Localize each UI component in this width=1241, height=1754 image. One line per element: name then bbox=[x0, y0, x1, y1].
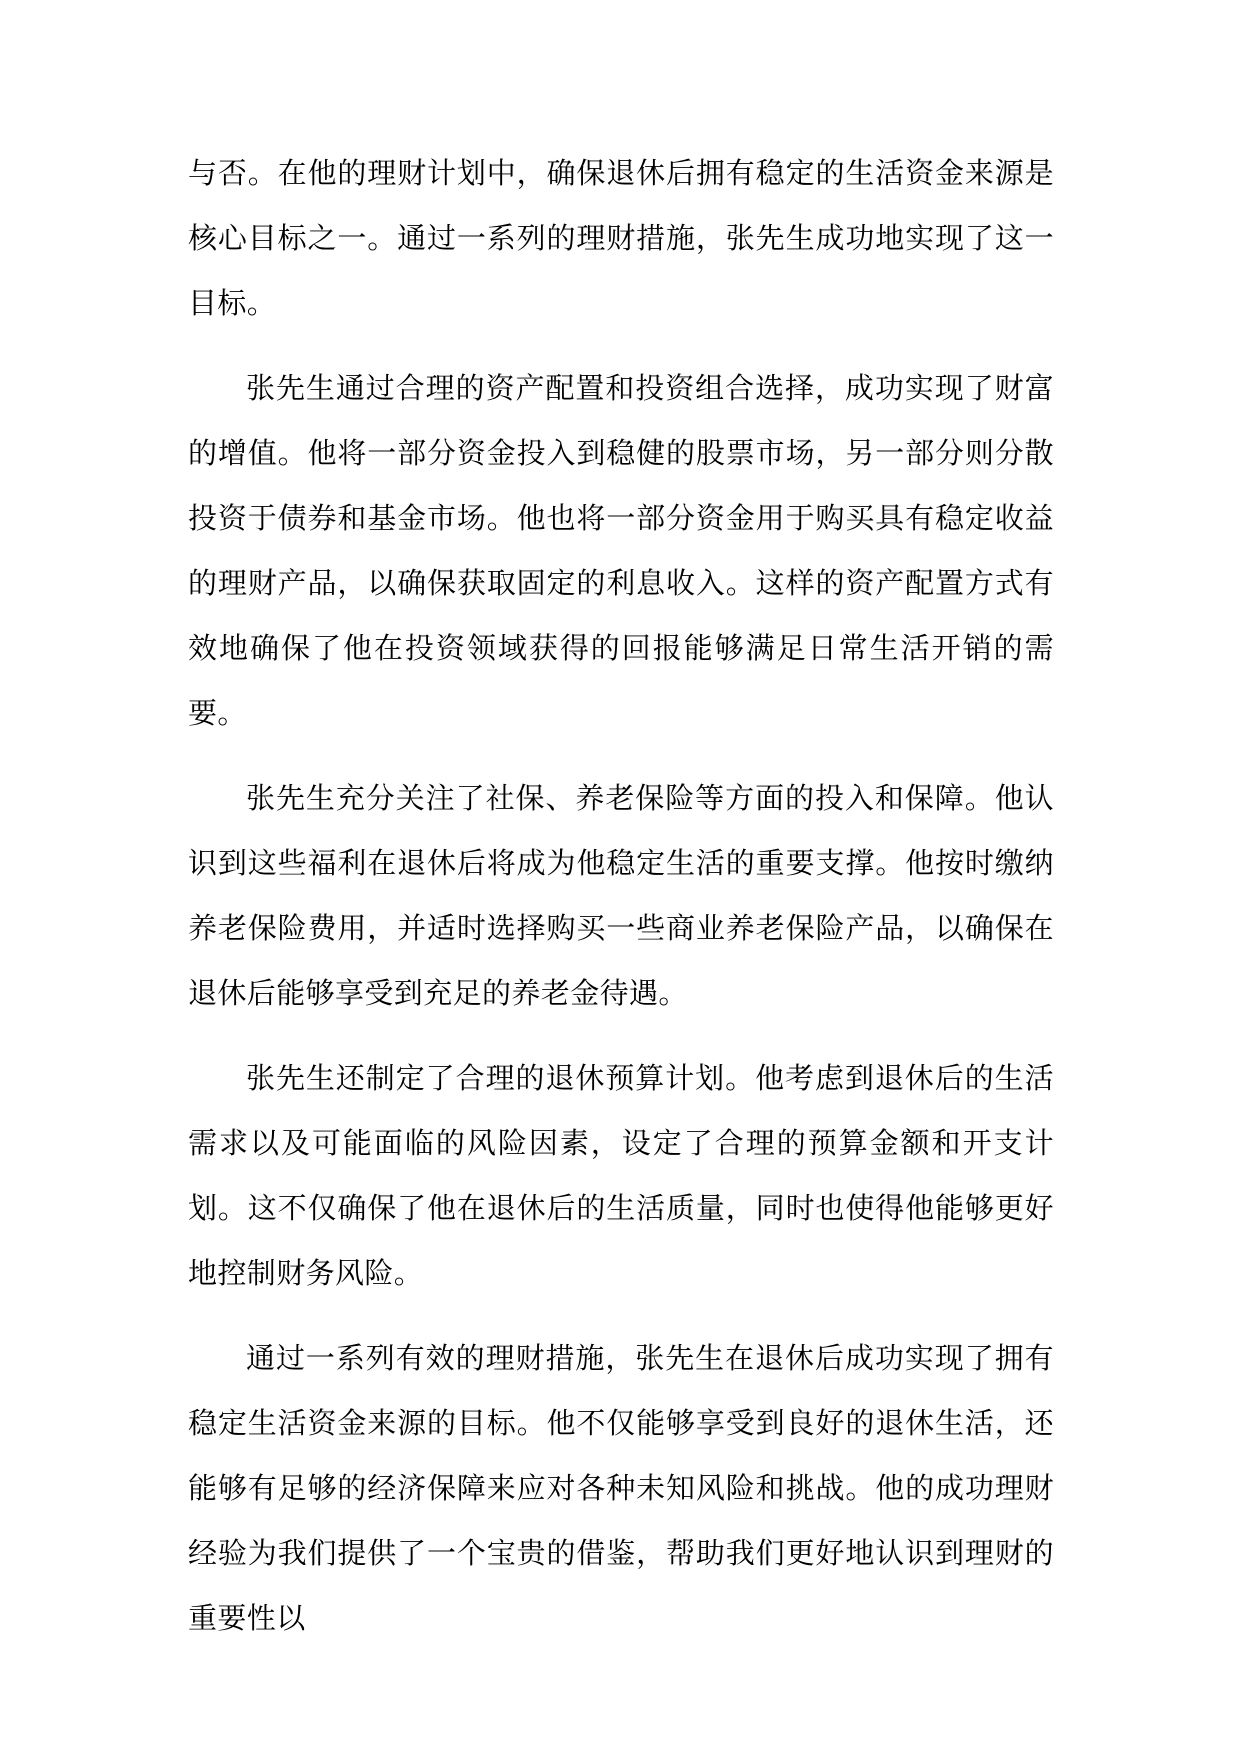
paragraph-continuation: 与否。在他的理财计划中，确保退休后拥有稳定的生活资金来源是核心目标之一。通过一系列的理财措施，张先生成功地实现了这一目标。 bbox=[188, 156, 1054, 320]
paragraph-conclusion: 通过一系列有效的理财措施，张先生在退休后成功实现了拥有稳定生活资金来源的目标。他不仅能够享受到良好的退休生活，还能够有足够的经济保障来应对各种未知风险和挑战。他的成功理财经验为我们提供了一个宝贵的借鉴，帮助我们更好地认识到理财的重要性以 bbox=[188, 1341, 1054, 1635]
paragraph-social-insurance: 张先生充分关注了社保、养老保险等方面的投入和保障。他认识到这些福利在退休后将成为他稳定生活的重要支撑。他按时缴纳养老保险费用，并适时选择购买一些商业养老保险产品，以确保在退休后能够享受到充足的养老金待遇。 bbox=[188, 781, 1054, 1010]
paragraph-retirement-budget: 张先生还制定了合理的退休预算计划。他考虑到退休后的生活需求以及可能面临的风险因素，设定了合理的预算金额和开支计划。这不仅确保了他在退休后的生活质量，同时也使得他能够更好地控制财务风险。 bbox=[188, 1061, 1054, 1290]
document-body bbox=[188, 141, 1054, 1671]
paragraph-asset-allocation: 张先生通过合理的资产配置和投资组合选择，成功实现了财富的增值。他将一部分资金投入到稳健的股票市场，另一部分则分散投资于债券和基金市场。他也将一部分资金用于购买具有稳定收益的理财产品，以确保获取固定的利息收入。这样的资产配置方式有效地确保了他在投资领域获得的回报能够满足日常生活开销的需要。 bbox=[188, 371, 1054, 730]
